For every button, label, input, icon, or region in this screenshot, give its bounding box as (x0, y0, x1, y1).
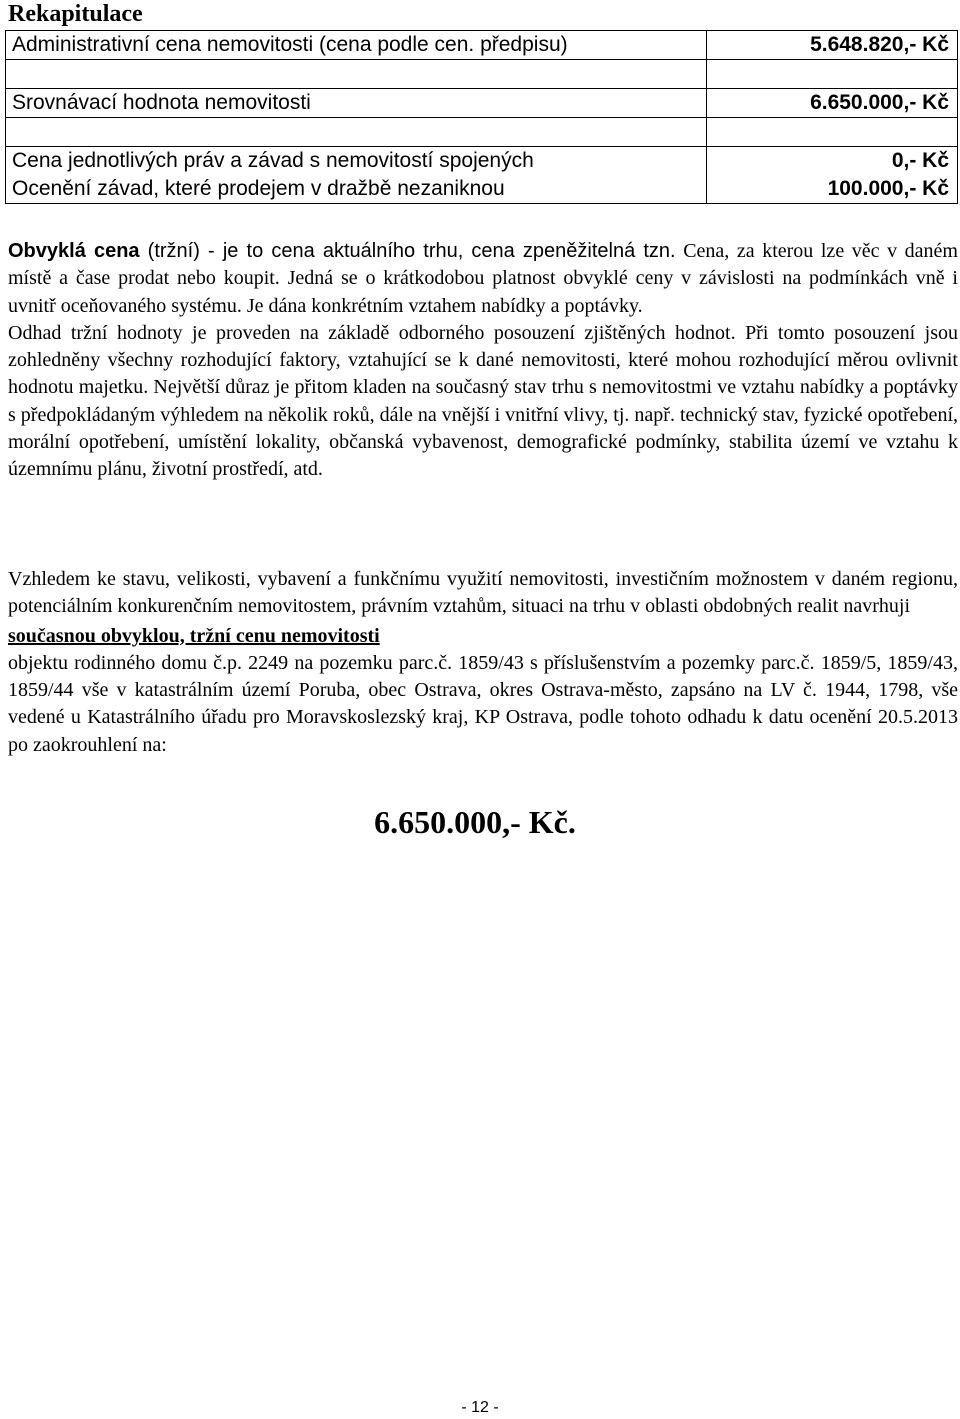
market-price-intro: (tržní) - je to cena aktuálního trhu, cena zpeněžitelná tzn. (139, 240, 676, 262)
final-price-value: 6.650.000,- Kč. (374, 804, 576, 840)
property-description: objektu rodinného domu č.p. 2249 na pozemku parc.č. 1859/43 s příslušenstvím a pozemky parc.č. 1859/5, 1859/43, 1859/44 vše v katastrálním území Poruba, obec Ostrava, okres Ostrava-město, zapsáno na LV č. 1944, 1798, vše vedené u Katastrálního úřadu pro Moravskoslezský kraj, KP Ostrava, podle tohoto odhadu k datu ocenění 20.5.2013 po zaokrouhlení na: (8, 651, 958, 756)
conclusion-paragraph: Vzhledem ke stavu, velikosti, vybavení a funkčnímu využití nemovitosti, investičním možnostem v daném regionu, potenciálním konkurenčním nemovitostem, právním vztahům, situaci na trhu v oblasti obdobných realit navrhuji (8, 568, 958, 618)
market-price-term: Obvyklá cena (8, 240, 140, 262)
final-price (0, 802, 960, 842)
rights-value: 0,- Kč (707, 147, 958, 176)
market-price-section (8, 238, 958, 484)
recap-row-rights (6, 147, 958, 176)
compare-value-amount: 6.650.000,- Kč (707, 89, 958, 118)
compare-value-label: Srovnávací hodnota nemovitosti (6, 89, 707, 118)
conclusion-emphasis: současnou obvyklou, tržní cenu nemovitosti (8, 624, 380, 647)
page-number: - 12 - (461, 1399, 499, 1416)
burdens-value: 100.000,- Kč (707, 175, 958, 204)
section-heading: Rekapitulace (8, 1, 143, 27)
recap-spacer (6, 60, 958, 89)
market-price-body: Cena, za kterou lze věc v daném místě a čase prodat nebo koupit. Jedná se o krátkodobou platnost obvyklé ceny v závislosti na podmínkách vně i uvnitř oceňovaného systému. Je dána konkrétním vztahem nabídky a poptávky. (8, 240, 958, 317)
market-assessment-paragraph: Odhad tržní hodnoty je proveden na základě odborného posouzení zjištěných hodnot. Při tomto posouzení jsou zohledněny všechny rozhodující faktory, vztahující se k dané nemovitosti, které mohou rozhodující měrou ovlivnit hodnotu majetku. Největší důraz je přitom kladen na současný stav trhu s nemovitostmi ve vztahu nabídky a poptávky s předpokládaným výhledem na několik roků, dále na vnější i vnitřní vlivy, tj. např. technický stav, fyzické opotřebení, morální opotřebení, umístění lokality, občanská vybavenost, demografické podmínky, stabilita území ve vztahu k územnímu plánu, životní prostředí, atd. (8, 321, 958, 481)
market-price-definition (8, 238, 958, 320)
recap-spacer (6, 118, 958, 147)
admin-price-value: 5.648.820,- Kč (707, 31, 958, 60)
recap-row-admin (6, 31, 958, 60)
conclusion-section (8, 566, 958, 759)
recap-table (5, 30, 958, 204)
burdens-label: Ocenění závad, které prodejem v dražbě nezaniknou (6, 175, 707, 204)
admin-price-label: Administrativní cena nemovitosti (cena podle cen. předpisu) (6, 31, 707, 60)
rights-label: Cena jednotlivých práv a závad s nemovitostí spojených (6, 147, 707, 176)
recap-row-burdens (6, 175, 958, 204)
recap-row-compare (6, 89, 958, 118)
